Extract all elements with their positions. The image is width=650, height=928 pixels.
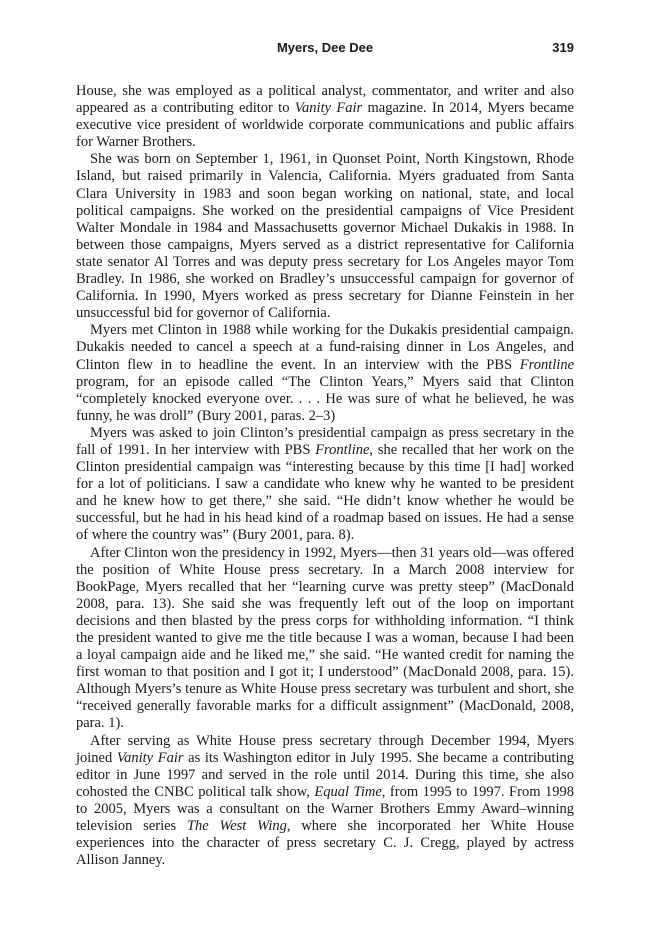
text-run: , she recalled that her work on the Clinton presidential campaign was “interesting because by this time [I had] worked for a lot of politicians. I saw a candidate who knew why he wanted to be president and he knew how to get there,” she said. “He didn’t know whether he would be successful, but he had in his head kind of a roadmap based on issues. He had a sense of where the country was” (Bury 2001, para. 8). xyxy=(76,441,574,544)
text-run: After Clinton won the presidency in 1992, Myers—then 31 years old—was offered the position of White House press secretary. In a March 2008 interview for BookPage, Myers recalled that her “learning curve was pretty steep” (MacDonald 2008, para. 13). She said she was frequently left out of the loop on important decisions and then blasted by the press corps for withholding information. “I think the president wanted to give me the title because I was a woman, because I had been a loyal campaign aide and he liked me,” she said. “He wanted credit for naming the first woman to that position and I got it; I understood” (MacDonald 2008, para. 15). Although Myers’s tenure as White House press secretary was turbulent and short, she “received generally favorable marks for a difficult assignment” (MacDonald, 2008, para. 1). xyxy=(76,544,574,732)
italic-title: Vanity Fair xyxy=(294,100,363,117)
page-header xyxy=(76,40,574,60)
text-run: After serving as White House press secretary through December 1994, Myers joined xyxy=(76,732,574,766)
text-run: program, for an episode called “The Clinton Years,” Myers said that Clinton “completely knocked everyone over. . . . He was sure of what he believed, he was funny, he was droll” (Bury 2001, paras. 2–3) xyxy=(76,373,574,424)
paragraph xyxy=(76,425,574,545)
text-run: , from 1995 to 1997. From 1998 to 2005, Myers was a consultant on the Warner Brothers Emmy Award–winning television series xyxy=(76,783,574,835)
italic-title: Vanity Fair xyxy=(116,749,184,766)
running-head: Myers, Dee Dee xyxy=(276,40,374,55)
paragraph xyxy=(76,545,574,733)
italic-title: Frontline xyxy=(519,356,574,373)
text-run: House, she was employed as a political analyst, commentator, and writer and also appeared as a contributing editor to xyxy=(76,83,574,117)
italic-title: Frontline xyxy=(315,441,370,458)
paragraph xyxy=(76,322,574,425)
italic-title: The West Wing xyxy=(186,818,287,835)
text-run: magazine. In 2014, Myers became executive vice president of worldwide corporate communications and public affairs for Warner Brothers. xyxy=(76,100,574,151)
text-run: Myers was asked to join Clinton’s presidential campaign as press secretary in the fall of 1991. In her interview with PBS xyxy=(76,424,574,458)
paragraph xyxy=(76,151,574,322)
text-run: as its Washington editor in July 1995. She became a contributing editor in June 1997 and served in the role until 2014. During this time, she also cohosted the CNBC political talk show, xyxy=(76,749,574,800)
paragraph xyxy=(76,733,574,870)
italic-title: Equal Time xyxy=(314,783,382,800)
text-run: Myers met Clinton in 1988 while working for the Dukakis presidential campaign. Dukakis needed to cancel a speech at a fund-raising dinner in Los Angeles, and Clinton flew in to headline the event. In an interview with the PBS xyxy=(76,322,574,373)
body-text xyxy=(76,83,574,869)
paragraph xyxy=(76,83,574,151)
text-run: She was born on September 1, 1961, in Quonset Point, North Kingstown, Rhode Island, but raised primarily in Valencia, California. Myers graduated from Santa Clara University in 1983 and soon began working on national, state, and local political campaigns. She worked on the presidential campaigns of Vice President Walter Mondale in 1984 and Massachusetts governor Michael Dukakis in 1988. In between those campaigns, Myers served as a district representative for California state senator Al Torres and was deputy press secretary for Los Angeles mayor Tom Bradley. In 1986, she worked on Bradley’s unsuccessful campaign for governor of California. In 1990, Myers worked as press secretary for Dianne Feinstein in her unsuccessful bid for governor of California. xyxy=(76,151,574,322)
page-number: 319 xyxy=(552,40,574,55)
text-run: , where she incorporated her White House experiences into the character of press secretary C. J. Cregg, played by actress Allison Janney. xyxy=(76,818,574,869)
